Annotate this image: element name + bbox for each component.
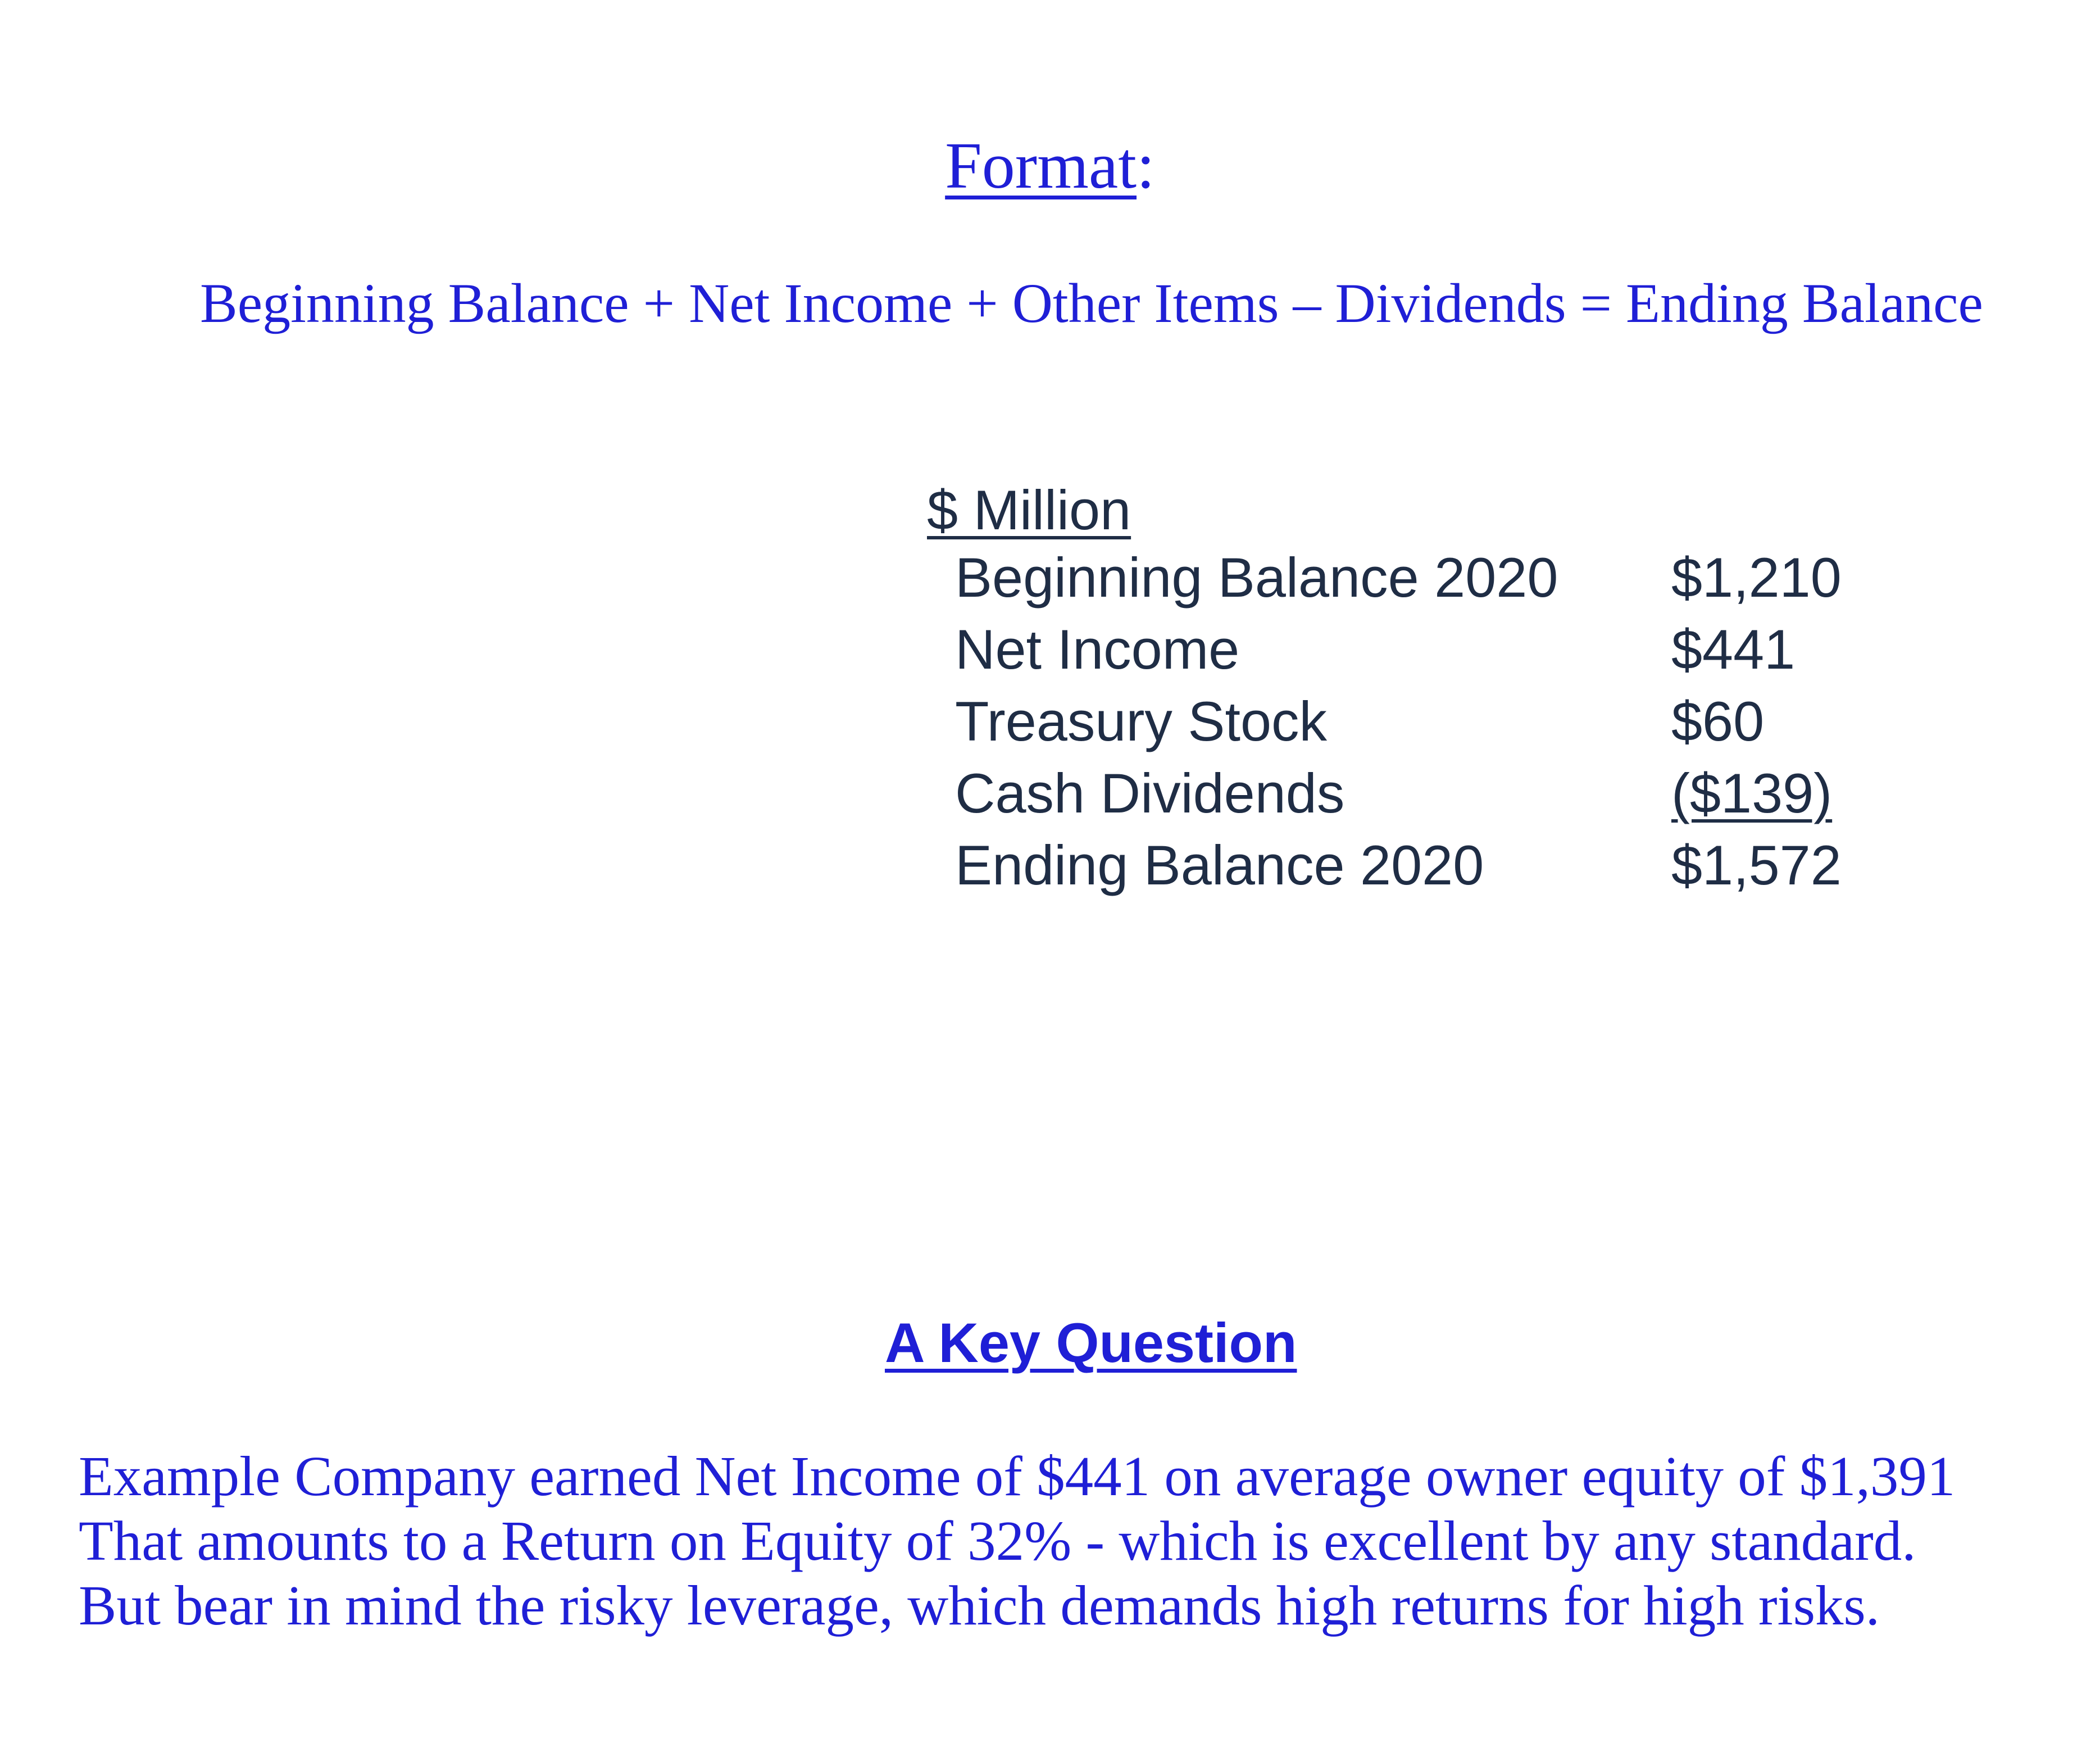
statement-row-net-income [955,616,1882,688]
row-value: ($139) [1671,762,1833,824]
retained-earnings-table [955,544,1882,904]
key-question-line: But bear in mind the risky leverage, which demands high returns for high risks. [79,1574,1880,1637]
row-value: $60 [1671,690,1765,752]
row-label: Net Income [955,618,1240,680]
key-question-body [79,1444,1955,1638]
balance-formula: Beginning Balance + Net Income + Other Items – Dividends = Ending Balance [200,272,1983,334]
key-question-heading: A Key Question [885,1311,1297,1374]
row-label: Ending Balance 2020 [955,834,1484,896]
format-heading-colon: : [1137,129,1155,202]
units-label: $ Million [927,479,1131,541]
row-label: Cash Dividends [955,762,1345,824]
row-value: $1,572 [1671,834,1842,896]
key-question-line: Example Company earned Net Income of $441 on average owner equity of $1,391 [79,1445,1956,1508]
row-value: $441 [1671,618,1796,680]
statement-row-ending-balance [955,832,1882,904]
row-label: Treasury Stock [955,690,1328,752]
format-heading-label: Format [945,129,1137,202]
key-question-line: That amounts to a Return on Equity of 32% - which is excellent by any standard. [79,1509,1916,1572]
row-value: $1,210 [1671,546,1842,609]
row-label: Beginning Balance 2020 [955,546,1558,609]
statement-row-treasury-stock [955,688,1882,760]
statement-row-cash-dividends [955,760,1882,832]
statement-row-beginning-balance [955,544,1882,616]
format-heading [0,126,2100,205]
